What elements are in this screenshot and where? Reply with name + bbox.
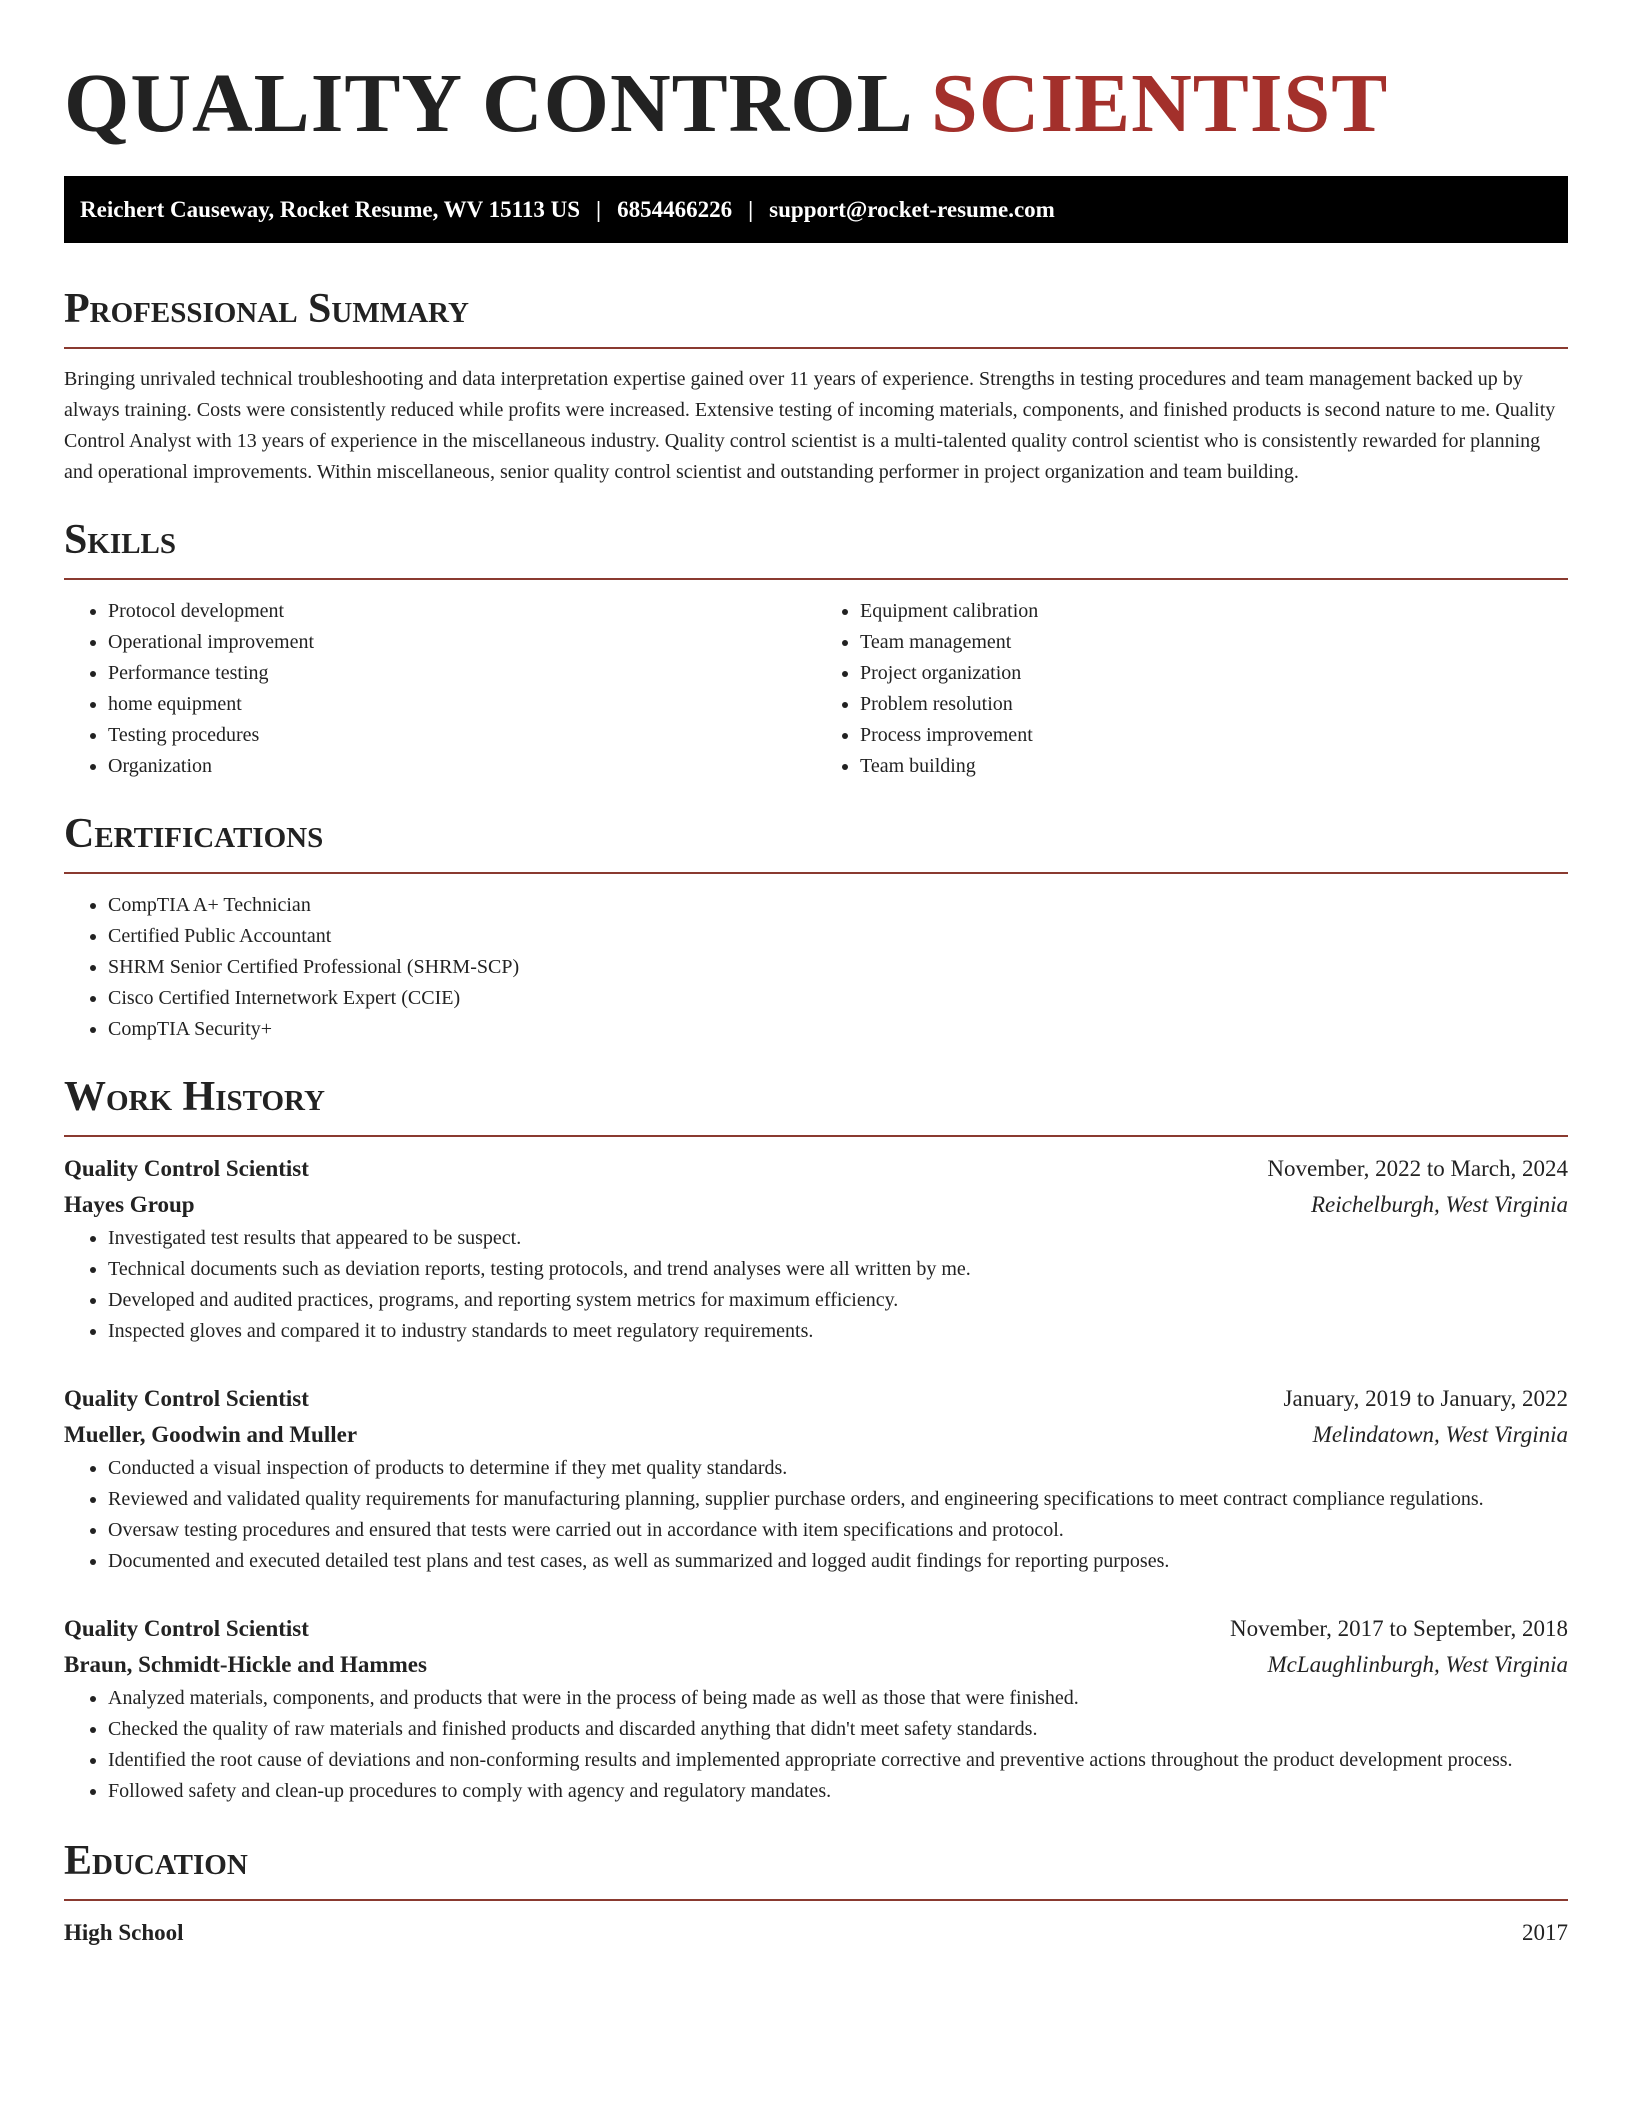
skills-section	[64, 514, 1568, 782]
job-duty-item: • Conducted a visual inspection of products to determine if they met quality standards.	[108, 1453, 1568, 1484]
skill-item: • Testing procedures	[108, 720, 816, 751]
contact-address: Reichert Causeway, Rocket Resume, WV 15113 US	[80, 196, 581, 222]
job-duty-item: • Developed and audited practices, programs, and reporting system metrics for maximum efficiency.	[108, 1285, 1568, 1316]
contact-separator: |	[596, 196, 602, 222]
section-divider	[64, 1135, 1568, 1137]
skills-list-left	[64, 596, 816, 782]
contact-bar	[64, 176, 1568, 243]
certifications-section	[64, 808, 1568, 1045]
job-duty-item: • Checked the quality of raw materials and finished products and discarded anything that didn't meet safety standards.	[108, 1714, 1568, 1745]
skills-list-right	[816, 596, 1568, 782]
job-dates: January, 2019 to January, 2022	[1283, 1386, 1568, 1411]
skill-item: • Protocol development	[108, 596, 816, 627]
job-company: Braun, Schmidt-Hickle and Hammes	[64, 1652, 427, 1677]
skills-grid	[64, 596, 1568, 782]
job-duty-item: • Technical documents such as deviation reports, testing protocols, and trend analyses were all written by me.	[108, 1254, 1568, 1285]
skill-item: • Equipment calibration	[860, 596, 1568, 627]
job-subheader-row	[64, 1417, 1568, 1453]
skill-item: • Problem resolution	[860, 689, 1568, 720]
section-divider	[64, 872, 1568, 874]
education-row	[64, 1915, 1568, 1951]
skill-item: • Organization	[108, 751, 816, 782]
certification-item: • Certified Public Accountant	[108, 921, 1568, 952]
skill-item: • Team management	[860, 627, 1568, 658]
education-degree: High School	[64, 1920, 184, 1945]
skill-item: • Team building	[860, 751, 1568, 782]
section-heading-work-history: Work History	[64, 1074, 325, 1120]
job-location: Melindatown, West Virginia	[1312, 1422, 1568, 1447]
section-divider	[64, 1899, 1568, 1901]
job-subheader-row	[64, 1187, 1568, 1223]
contact-phone: 6854466226	[617, 196, 733, 222]
job-header-row	[64, 1381, 1568, 1417]
contact-separator: |	[748, 196, 754, 222]
skill-item: • Operational improvement	[108, 627, 816, 658]
job-duty-item: • Oversaw testing procedures and ensured that tests were carried out in accordance with item specifications and protocol.	[108, 1515, 1568, 1546]
section-heading-certifications: Certifications	[64, 811, 324, 857]
job-duty-item: • Reviewed and validated quality requirements for manufacturing planning, supplier purchase orders, and engineering specifications to meet contract compliance regulations.	[108, 1484, 1568, 1515]
job-location: Reichelburgh, West Virginia	[1310, 1192, 1568, 1217]
job-company: Mueller, Goodwin and Muller	[64, 1422, 358, 1447]
job-title: Quality Control Scientist	[64, 1386, 309, 1411]
certification-item: • CompTIA A+ Technician	[108, 890, 1568, 921]
work-history-section	[64, 1071, 1568, 1807]
skill-item: • Performance testing	[108, 658, 816, 689]
job-duty-item: • Analyzed materials, components, and products that were in the process of being made as well as those that were finished.	[108, 1683, 1568, 1714]
job-subheader-row	[64, 1647, 1568, 1683]
summary-section	[64, 283, 1568, 488]
job-entry	[64, 1381, 1568, 1577]
job-duty-item: • Inspected gloves and compared it to industry standards to meet regulatory requirements.	[108, 1316, 1568, 1347]
job-duties-list	[64, 1223, 1568, 1347]
certifications-list	[64, 890, 1568, 1045]
section-divider	[64, 578, 1568, 580]
job-duty-item: • Investigated test results that appeared to be suspect.	[108, 1223, 1568, 1254]
contact-email: support@rocket-resume.com	[769, 196, 1055, 222]
job-dates: November, 2022 to March, 2024	[1267, 1156, 1568, 1181]
skill-item: • Project organization	[860, 658, 1568, 689]
certification-item: • Cisco Certified Internetwork Expert (CCIE)	[108, 983, 1568, 1014]
job-duties-list	[64, 1683, 1568, 1807]
job-header-row	[64, 1611, 1568, 1647]
title-main: QUALITY CONTROL	[64, 57, 910, 150]
skill-item: • Process improvement	[860, 720, 1568, 751]
section-heading-skills: Skills	[64, 517, 177, 563]
certification-item: • CompTIA Security+	[108, 1014, 1568, 1045]
job-company: Hayes Group	[64, 1192, 195, 1217]
education-year: 2017	[1522, 1920, 1568, 1945]
summary-text: Bringing unrivaled technical troubleshooting and data interpretation expertise gained over 11 years of experience. Strengths in testing procedures and team management backed up by always training. Costs were consistently reduced while profits were increased. Extensive testing of incoming materials, components, and finished products is second nature to me. Quality Control Analyst with 13 years of experience in the miscellaneous industry. Quality control scientist is a multi-talented quality control scientist who is consistently rewarded for planning and operational improvements. Within miscellaneous, senior quality control scientist and outstanding performer in project organization and team building.	[64, 368, 1556, 483]
title-accent: SCIENTIST	[931, 57, 1389, 150]
job-duty-item: • Documented and executed detailed test plans and test cases, as well as summarized and logged audit findings for reporting purposes.	[108, 1546, 1568, 1577]
education-section	[64, 1835, 1568, 1951]
section-heading-summary: Professional Summary	[64, 286, 469, 332]
job-dates: November, 2017 to September, 2018	[1230, 1616, 1568, 1641]
job-entry	[64, 1151, 1568, 1347]
section-divider	[64, 347, 1568, 349]
job-title: Quality Control Scientist	[64, 1616, 309, 1641]
job-location: McLaughlinburgh, West Virginia	[1267, 1652, 1568, 1677]
job-duties-list	[64, 1453, 1568, 1577]
job-header-row	[64, 1151, 1568, 1187]
resume-title	[64, 0, 1568, 152]
job-duty-item: • Identified the root cause of deviations and non-conforming results and implemented appropriate corrective and preventive actions throughout the product development process.	[108, 1745, 1568, 1776]
skill-item: • home equipment	[108, 689, 816, 720]
certification-item: • SHRM Senior Certified Professional (SHRM-SCP)	[108, 952, 1568, 983]
job-duty-item: • Followed safety and clean-up procedures to comply with agency and regulatory mandates.	[108, 1776, 1568, 1807]
job-title: Quality Control Scientist	[64, 1156, 309, 1181]
section-heading-education: Education	[64, 1838, 248, 1884]
job-entry	[64, 1611, 1568, 1807]
